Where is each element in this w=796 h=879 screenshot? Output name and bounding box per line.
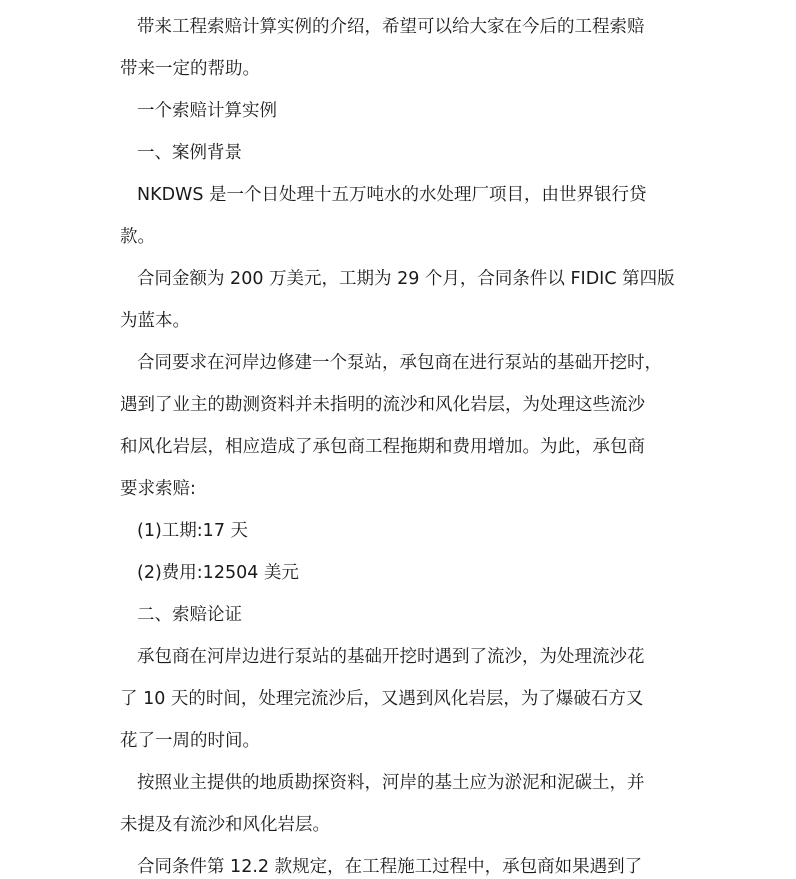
paragraph-line: 带来一定的帮助。 <box>120 59 260 79</box>
section-title: 一个索赔计算实例 <box>137 101 277 121</box>
paragraph-line: 未提及有流沙和风化岩层。 <box>120 815 330 835</box>
paragraph-line: 要求索赔: <box>120 479 196 499</box>
paragraph-line: 按照业主提供的地质勘探资料，河岸的基土应为淤泥和泥碳土，并 <box>137 773 645 793</box>
paragraph-line: 了 10 天的时间，处理完流沙后，又遇到风化岩层，为了爆破石方又 <box>120 689 644 709</box>
paragraph-line: 和风化岩层，相应造成了承包商工程拖期和费用增加。为此，承包商 <box>120 437 645 457</box>
list-item: (1)工期:17 天 <box>137 521 249 541</box>
paragraph-line: NKDWS 是一个日处理十五万吨水的水处理厂项目，由世界银行贷 <box>137 185 647 205</box>
section-heading: 二、索赔论证 <box>137 605 242 625</box>
paragraph-line: 承包商在河岸边进行泵站的基础开挖时遇到了流沙，为处理流沙花 <box>137 647 645 667</box>
list-item: (2)费用:12504 美元 <box>137 563 299 583</box>
paragraph-line: 为蓝本。 <box>120 311 190 331</box>
paragraph-line: 合同金额为 200 万美元，工期为 29 个月，合同条件以 FIDIC 第四版 <box>137 269 675 289</box>
paragraph-line: 遇到了业主的勘测资料并未指明的流沙和风化岩层，为处理这些流沙 <box>120 395 645 415</box>
paragraph-line: 合同条件第 12.2 款规定，在工程施工过程中，承包商如果遇到了 <box>137 857 643 877</box>
paragraph-line: 花了一周的时间。 <box>120 731 260 751</box>
paragraph-line: 合同要求在河岸边修建一个泵站，承包商在进行泵站的基础开挖时， <box>137 353 662 373</box>
paragraph-line: 款。 <box>120 227 155 247</box>
section-heading: 一、案例背景 <box>137 143 242 163</box>
paragraph-line: 带来工程索赔计算实例的介绍，希望可以给大家在今后的工程索赔 <box>137 17 645 37</box>
